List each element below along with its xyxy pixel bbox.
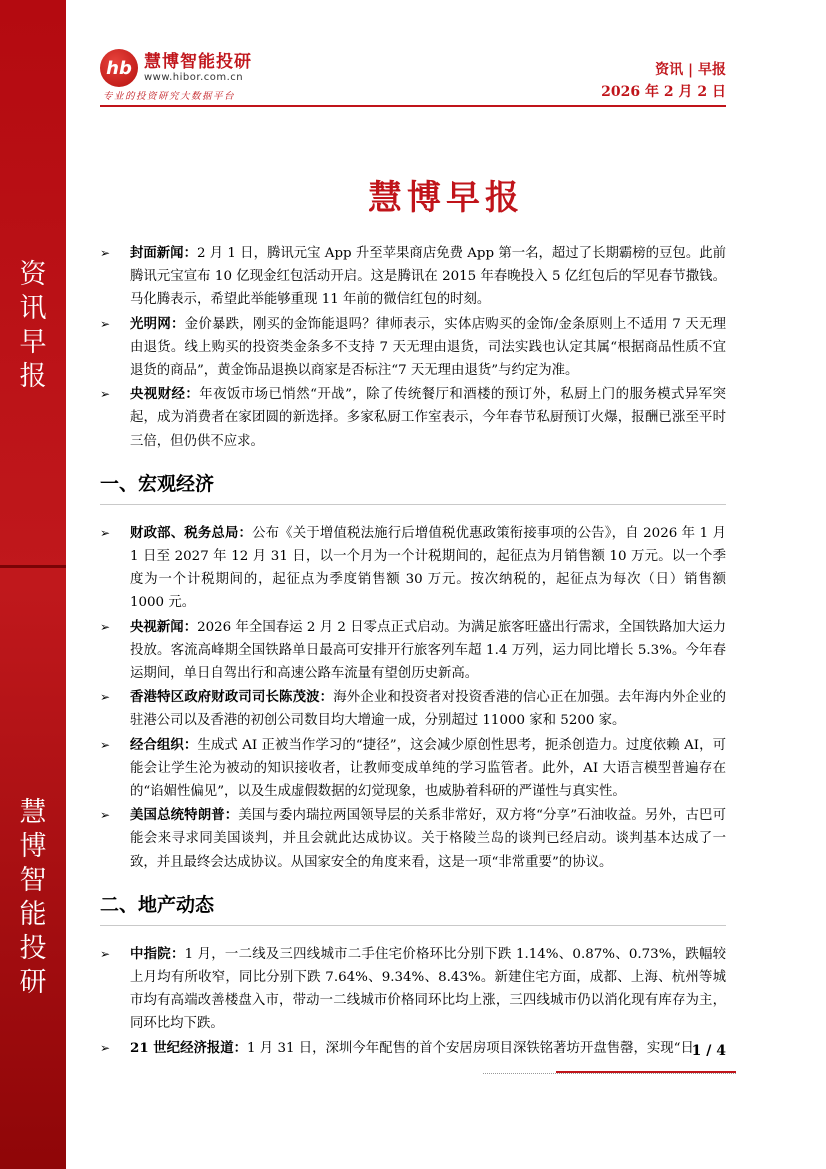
section-heading-realestate: 二、地产动态 [100,892,726,926]
section-heading-macro: 一、宏观经济 [100,471,726,505]
news-text: 金价暴跌，刚买的金饰能退吗？律师表示，实体店购买的金饰/金条原则上不适用 7 天无理由退货。线上购买的投资类金条多不支持 7 天无理由退货，司法实践也认定其属“根据商品性质不宜退货的商品”，黄金饰品退换以商家是否标注“7 天无理由退货”与约定为准。 [130,316,727,379]
report-body [100,242,726,1061]
news-source: 香港特区政府财政司司长陈茂波： [130,689,334,706]
footer-red-rule [556,1071,736,1073]
news-item [100,616,726,686]
logo-slogan: 专业的投资研究大数据平台 [103,91,236,102]
news-item [100,804,726,874]
news-text: 美国与委内瑞拉两国领导层的关系非常好，双方将“分享”石油收益。另外，古巴可能会来寻求同美国谈判，并且会就此达成协议。关于格陵兰岛的谈判已经启动。谈判基本达成了一致，并且最终会达成协议。从国家安全的角度来看，这是一项“非常重要”的协议。 [130,808,726,870]
news-source: 封面新闻： [130,245,197,261]
intro-list [100,242,726,453]
sidebar-char: 讯 [19,293,47,324]
news-source: 21 世纪经济报道： [130,1039,248,1056]
news-text: 公布《关于增值税法施行后增值税优惠政策衔接事项的公告》，自 2026 年 1 月 1 日至 2027 年 12 月 31 日，以一个月为一个计税期间的，起征点为月销售额 10 万元。以一个季度为一个计税期间的，起征点为季度销售额 30 万元。按次纳税的，起征点为每次（日）销售额 1000 元。 [130,525,727,611]
page-title: 慧博早报 [368,178,524,218]
news-source: 经合组织： [130,736,198,753]
news-text: 2 月 1 日，腾讯元宝 App 升至苹果商店免费 App 第一名，超过了长期霸榜的豆包。此前腾讯元宝宣布 10 亿现金红包活动开启。这是腾讯在 2015 年春晚投入 5 亿红包后的罕见春节撒钱。马化腾表示，希望此举能够重现 11 年前的微信红包的时刻。 [130,246,726,308]
sidebar-char: 早 [19,327,47,358]
news-source: 财政部、税务总局： [130,524,253,541]
sidebar-label-brand [15,796,51,1000]
report-date: 2026 年 2 月 2 日 [601,84,726,100]
sidebar-char: 慧 [19,797,47,828]
left-sidebar [0,0,66,1169]
news-text: 2026 年全国春运 2 月 2 日零点正式启动。为满足旅客旺盛出行需求，全国铁路加大运力投放。客流高峰期全国铁路单日最高可安排开行旅客列车超 1.4 万列，运力同比增长 5.3%。今年春运期间，单日自驾出行和高速公路车流量有望创历史新高。 [130,619,727,682]
sidebar-char: 研 [19,967,47,998]
sidebar-char: 报 [19,361,47,392]
news-item [100,242,726,312]
arrow-bullet-icon: ➢ [100,316,111,331]
footer-dotted-rule [483,1073,736,1075]
news-text: 海外企业和投资者对投资香港的信心正在加强。去年海内外企业的驻港公司以及香港的初创公司数目均大增逾一成，分别超过 11000 家和 5200 家。 [130,690,727,729]
sidebar-char: 智 [19,865,47,896]
news-source: 中指院： [130,945,185,962]
logo-url: www.hibor.com.cn [144,71,244,83]
news-item [100,943,726,1036]
sidebar-label-report [15,258,51,394]
news-source: 美国总统特朗普： [130,807,239,824]
arrow-bullet-icon: ➢ [100,946,111,961]
news-item [100,313,726,383]
sidebar-char: 能 [19,899,47,930]
news-item [100,522,726,615]
arrow-bullet-icon: ➢ [100,737,111,752]
arrow-bullet-icon: ➢ [100,387,111,402]
header-meta [601,59,726,103]
arrow-bullet-icon: ➢ [100,619,111,634]
arrow-bullet-icon: ➢ [100,246,111,260]
sidebar-char: 资 [19,259,47,290]
brand-logo[interactable] [100,49,252,87]
header-rule [100,105,726,107]
sidebar-char: 博 [19,831,47,862]
logo-mark-icon: hb [100,49,138,87]
news-source: 央视新闻： [130,618,198,635]
arrow-bullet-icon: ➢ [100,808,111,823]
news-source: 光明网： [130,315,185,332]
news-item [100,734,726,804]
arrow-bullet-icon: ➢ [100,690,111,705]
news-item [100,686,726,732]
news-text: 1 月，一二线及三四线城市二手住宅价格环比分别下跌 1.14%、0.87%、0.73%，跌幅较上月均有所收窄，同比分别下跌 7.64%、9.34%、8.43%。新建住宅方面，成都、上海、杭州等城市均有高端改善楼盘入市，带动一二线城市价格同环比均上涨，三四线城市仍以消化现有库存为主，同环比均下跌。 [130,946,726,1032]
news-text: 年夜饭市场已悄然“开战”，除了传统餐厅和酒楼的预订外，私厨上门的服务模式异军突起，成为消费者在家团圆的新选择。多家私厨工作室表示，今年春节私厨预订火爆，报酬已涨至平时三倍，但仍供不应求。 [130,387,726,449]
news-text: 1 月 31 日，深圳今年配售的首个安居房项目深铁铭著坊开盘售罄，实现“日 [247,1040,694,1056]
logo-name: 慧博智能投研 [144,51,252,72]
sidebar-char: 投 [19,933,47,964]
news-item [100,1037,726,1060]
sidebar-divider [0,565,66,568]
report-category: 资讯 | 早报 [655,62,726,78]
news-source: 央视财经： [130,386,200,403]
news-text: 生成式 AI 正被当作学习的“捷径”，这会减少原创性思考，扼杀创造力。过度依赖 AI，可能会让学生沦为被动的知识接收者，让教师变成单纯的学习监管者。此外，AI 大语言模型普遍存在的“谄媚性偏见”，以及生成虚假数据的幻觉现象，也威胁着科研的严谨性与真实性。 [130,737,726,800]
realestate-list [100,943,726,1060]
arrow-bullet-icon: ➢ [100,525,111,540]
news-item [100,383,726,453]
macro-list [100,522,726,874]
page-number: 1 / 4 [691,1043,726,1059]
arrow-bullet-icon: ➢ [100,1040,111,1055]
